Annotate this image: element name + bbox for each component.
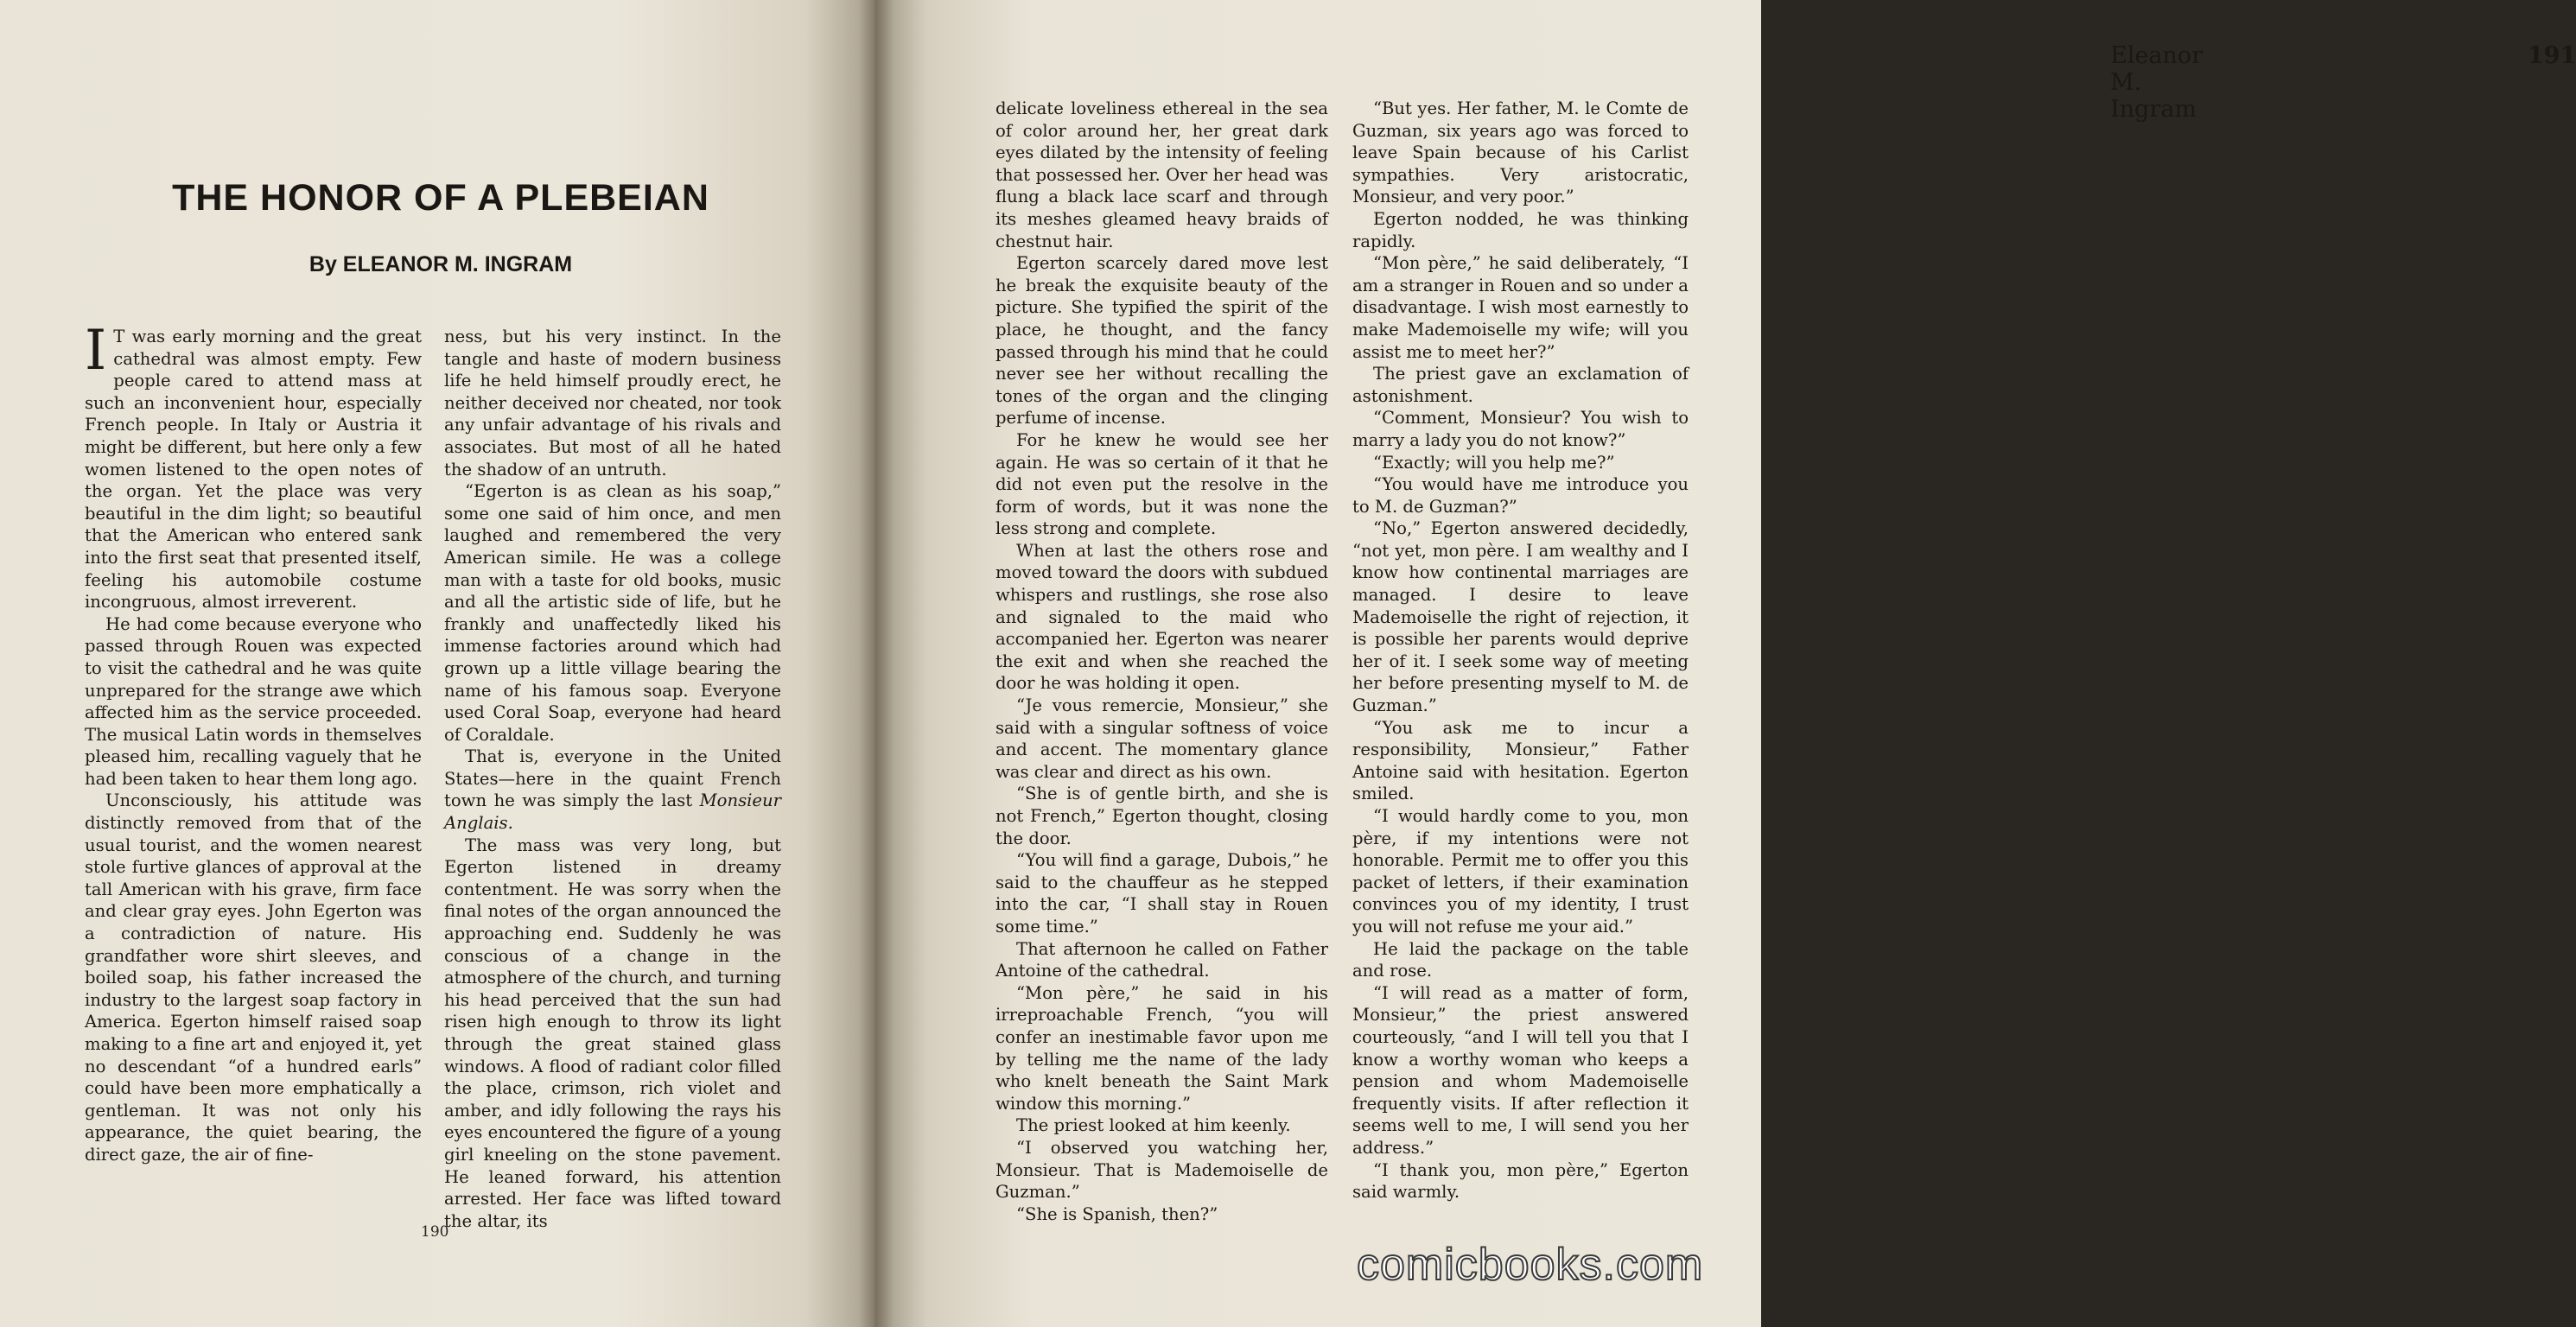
paragraph: “You will find a garage, Dubois,” he said to the chauffeur as he stepped into the car, “I shall stay in Rouen some time.” (995, 850, 1328, 937)
right-column-1 (995, 98, 1328, 1225)
paragraph: “Mon père,” he said in his irreproachable French, “you will confer an inestimable favor upon me by telling me the name of the lady who knelt beneath the Saint Mark window this morning.” (995, 982, 1328, 1114)
paragraph: “Je vous remercie, Monsieur,” she said with a singular softness of voice and accent. The momentary glance was clear and direct as his own. (995, 695, 1328, 782)
paragraph: That afternoon he called on Father Antoine of the cathedral. (995, 938, 1328, 981)
paragraph: For he knew he would see her again. He was so certain of it that he did not even put the resolve in the form of words, but it was none the less strong and complete. (995, 429, 1328, 539)
paragraph: “But yes. Her father, M. le Comte de Guzman, six years ago was forced to leave Spain because of his Carlist sympathies. Very aristocratic, Monsieur, and very poor.” (1352, 98, 1689, 207)
story-title: THE HONOR OF A PLEBEIAN (172, 177, 709, 219)
paragraph: “I thank you, mon père,” Egerton said warmly. (1352, 1159, 1689, 1203)
book-gutter (859, 0, 894, 1327)
left-column-2 (444, 326, 781, 1232)
paragraph: He laid the package on the table and rose. (1352, 938, 1689, 981)
paragraph: “She is of gentle birth, and she is not French,” Egerton thought, closing the door. (995, 784, 1328, 848)
paragraph: “I would hardly come to you, mon père, if my intentions were not honorable. Permit me to offer you this packet of letters, if their examination convinces you of my identity, I trust you will not refuse me your aid.” (1352, 806, 1689, 937)
paragraph: The priest looked at him keenly. (1016, 1115, 1291, 1136)
paragraph: “No,” Egerton answered decidedly, “not yet, mon père. I am wealthy and I know how continental marriages are managed. I desire to leave Mademoiselle the right of rejection, it is possible her parents would deprive her of it. I seek some way of meeting her before presenting myself to M. de Guzman.” (1352, 518, 1689, 716)
paragraph: When at last the others rose and moved toward the doors with subdued whispers and rustlings, she rose also and signaled to the maid who accompanied her. Egerton was nearer the exit and when she reached the door he was holding it open. (995, 540, 1328, 694)
paragraph: He had come because everyone who passed through Rouen was expected to visit the cathedral and he was quite unprepared for the strange awe which affected him as the service proceeded. The musical Latin words in themselves pleased him, recalling vaguely that he had been taken to hear them long ago. (85, 613, 422, 789)
paragraph: “I will read as a matter of form, Monsieur,” the priest answered courteously, “and I will tell you that I know a worthy woman who keeps a pension and whom Mademoiselle frequently visits. If after reflection it seems well to me, I will send you her address.” (1352, 982, 1689, 1158)
paragraph: “You ask me to incur a responsibility, Monsieur,” Father Antoine said with hesitation. Egerton smiled. (1352, 717, 1689, 804)
site-watermark: comicbooks.com (1357, 1240, 1704, 1290)
paragraph: “Egerton is as clean as his soap,” some one said of him once, and men laughed and remembered the very American simile. He was a college man with a taste for old books, music and all the artistic side of life, but he frankly and unaffectedly liked his immense factories around which had grown up a little village bearing the name of his famous soap. Everyone used Coral Soap, everyone had heard of Coraldale. (444, 481, 781, 745)
paragraph: “Comment, Monsieur? You wish to marry a lady you do not know?” (1352, 408, 1689, 450)
paragraph: That is, everyone in the United States—here in the quaint French town he was simply the last Monsieur Anglais. (444, 746, 781, 834)
paragraph: ness, but his very instinct. In the tangle and haste of modern business life he held himself proudly erect, he neither deceived nor cheated, nor took any unfair advantage of his rivals and associates. But most of all he hated the shadow of an untruth. (444, 327, 781, 479)
paragraph: The mass was very long, but Egerton listened in dreamy contentment. He was sorry when the final notes of the organ announced the approaching end. Suddenly he was conscious of a change in the atmosphere of the church, and turning his head perceived that the sun had risen high enough to throw its light through the great stained glass windows. A flood of radiant color filled the place, crimson, rich violet and amber, and idly following the rays his eyes encountered the figure of a young girl kneeling on the stone pavement. He leaned forward, his attention arrested. Her face was lifted toward the altar, its (444, 835, 781, 1231)
paragraph: Unconsciously, his attitude was distinctly removed from that of the usual tourist, and the women nearest stole furtive glances of approval at the tall American with his grave, firm face and clear gray eyes. John Egerton was a contradiction of nature. His grandfather wore shirt sleeves, and boiled soap, his father increased the industry to the largest soap factory in America. Egerton himself raised soap making to a fine art and enjoyed it, yet no descendant “of a hundred earls” could have been more emphatically a gentleman. It was not only his appearance, the quiet bearing, the direct gaze, the air of fine- (85, 790, 422, 1165)
running-head: Eleanor M. Ingram (2110, 42, 2203, 123)
paragraph: Egerton scarcely dared move lest he break the exquisite beauty of the picture. She typified the spirit of the place, he thought, and the fancy passed through his mind that he could never see her without recalling the tones of the organ and the clinging perfume of incense. (995, 253, 1328, 429)
page-number-right: 191 (2528, 42, 2576, 69)
page-number-left: 190 (421, 1223, 449, 1241)
italic-phrase: Monsieur Anglais. (444, 790, 781, 834)
drop-cap: I (85, 319, 107, 383)
paragraph: “Exactly; will you help me?” (1373, 452, 1615, 473)
left-column-1 (85, 319, 422, 1166)
paragraph: “Mon père,” he said deliberately, “I am a stranger in Rouen and so under a disadvantage. I wish most earnestly to make Mademoiselle my wife; will you assist me to meet her?” (1352, 253, 1689, 362)
paragraph: “I observed you watching her, Monsieur. That is Mademoiselle de Guzman.” (995, 1137, 1328, 1203)
paragraph: The priest gave an exclamation of astonishment. (1352, 364, 1689, 406)
paragraph: delicate loveliness ethereal in the sea of color around her, her great dark eyes dilated by the intensity of feeling that possessed her. Over her head was flung a black lace scarf and through its meshes gleamed heavy braids of chestnut hair. (995, 98, 1328, 251)
left-page (0, 0, 875, 1327)
paragraph: “She is Spanish, then?” (1016, 1203, 1218, 1224)
right-column-2 (1352, 98, 1689, 1203)
paragraph: I T was early morning and the great cathedral was almost empty. Few people cared to attend mass at such an inconvenient hour, especially French people. In Italy or Austria it might be different, but here only a few women listened to the open notes of the organ. Yet the place was very beautiful in the dim light; so beautiful that the American who entered sank into the first seat that presented itself, feeling his automobile costume incongruous, almost irreverent. (85, 319, 422, 613)
byline: By ELEANOR M. INGRAM (308, 252, 573, 276)
paragraph: Egerton nodded, he was thinking rapidly. (1352, 208, 1689, 251)
paragraph: “You would have me introduce you to M. de Guzman?” (1352, 474, 1689, 517)
